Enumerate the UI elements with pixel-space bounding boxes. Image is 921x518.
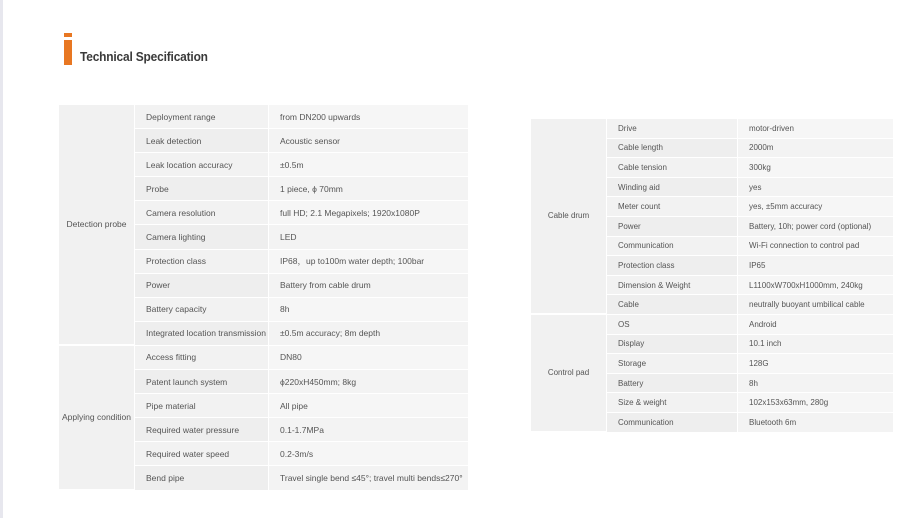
spec-value: 10.1 inch	[738, 335, 893, 355]
spec-label: Protection class	[135, 250, 269, 274]
spec-label: Battery capacity	[135, 298, 269, 322]
spec-group-label: Detection probe	[59, 105, 135, 346]
spec-value: IP65	[738, 256, 893, 276]
spec-label: Integrated location transmission	[135, 322, 269, 346]
spec-label: Display	[607, 335, 738, 355]
spec-value: yes	[738, 178, 893, 198]
spec-value: 2000m	[738, 139, 893, 159]
spec-value: neutrally buoyant umbilical cable	[738, 295, 893, 315]
info-icon-bar	[64, 40, 72, 65]
spec-label: Communication	[607, 413, 738, 433]
spec-table-right-body	[531, 119, 893, 433]
spec-label: Required water pressure	[135, 418, 269, 442]
spec-label: Patent launch system	[135, 370, 269, 394]
spec-label: Protection class	[607, 256, 738, 276]
spec-label: Drive	[607, 119, 738, 139]
spec-value: 8h	[738, 374, 893, 394]
spec-value: Bluetooth 6m	[738, 413, 893, 433]
spec-value: IP68，up to100m water depth; 100bar	[269, 250, 468, 274]
spec-value: 102x153x63mm, 280g	[738, 393, 893, 413]
spec-value: L1100xW700xH1000mm, 240kg	[738, 276, 893, 296]
spec-value: ±0.5m	[269, 153, 468, 177]
spec-group-label: Cable drum	[531, 119, 607, 315]
spec-label: Battery	[607, 374, 738, 394]
spec-label: Dimension & Weight	[607, 276, 738, 296]
spec-value: Battery, 10h; power cord (optional)	[738, 217, 893, 237]
spec-label: Camera resolution	[135, 201, 269, 225]
spec-label: Communication	[607, 237, 738, 257]
spec-row	[531, 315, 893, 335]
spec-label: Storage	[607, 354, 738, 374]
spec-label: Meter count	[607, 197, 738, 217]
spec-label: Probe	[135, 177, 269, 201]
page-title: Technical Specification	[80, 49, 208, 64]
spec-value: Travel single bend ≤45°; travel multi bends≤270°	[269, 466, 468, 490]
spec-label: Winding aid	[607, 178, 738, 198]
spec-value: 0.1-1.7MPa	[269, 418, 468, 442]
page-left-rule	[0, 0, 3, 518]
spec-group-label: Applying condition	[59, 346, 135, 491]
spec-value: 300kg	[738, 158, 893, 178]
spec-value: Battery from cable drum	[269, 274, 468, 298]
spec-row	[59, 346, 468, 370]
spec-value: motor-driven	[738, 119, 893, 139]
spec-table-right	[531, 119, 893, 433]
spec-group-label: Control pad	[531, 315, 607, 433]
info-icon-dot	[64, 33, 72, 37]
spec-label: Power	[135, 274, 269, 298]
spec-label: Bend pipe	[135, 466, 269, 490]
spec-label: Access fitting	[135, 346, 269, 370]
spec-value: 128G	[738, 354, 893, 374]
spec-value: ϕ220xH450mm; 8kg	[269, 370, 468, 394]
spec-label: Leak location accuracy	[135, 153, 269, 177]
spec-label: Size & weight	[607, 393, 738, 413]
spec-label: Deployment range	[135, 105, 269, 129]
spec-value: DN80	[269, 346, 468, 370]
spec-row	[59, 105, 468, 129]
spec-value: LED	[269, 225, 468, 249]
spec-value: 1 piece, ϕ 70mm	[269, 177, 468, 201]
spec-value: Wi-Fi connection to control pad	[738, 237, 893, 257]
spec-value: All pipe	[269, 394, 468, 418]
spec-label: Power	[607, 217, 738, 237]
spec-value: 0.2-3m/s	[269, 442, 468, 466]
spec-label: Cable length	[607, 139, 738, 159]
spec-label: Pipe material	[135, 394, 269, 418]
spec-value: ±0.5m accuracy; 8m depth	[269, 322, 468, 346]
spec-value: from DN200 upwards	[269, 105, 468, 129]
spec-value: full HD; 2.1 Megapixels; 1920x1080P	[269, 201, 468, 225]
info-icon	[64, 33, 72, 65]
spec-value: 8h	[269, 298, 468, 322]
spec-value: Acoustic sensor	[269, 129, 468, 153]
spec-table-left	[59, 105, 468, 491]
spec-label: OS	[607, 315, 738, 335]
spec-label: Required water speed	[135, 442, 269, 466]
spec-label: Leak detection	[135, 129, 269, 153]
spec-label: Cable tension	[607, 158, 738, 178]
spec-label: Cable	[607, 295, 738, 315]
spec-value: Android	[738, 315, 893, 335]
spec-value: yes, ±5mm accuracy	[738, 197, 893, 217]
spec-label: Camera lighting	[135, 225, 269, 249]
spec-row	[531, 119, 893, 139]
spec-table-left-body	[59, 105, 468, 491]
